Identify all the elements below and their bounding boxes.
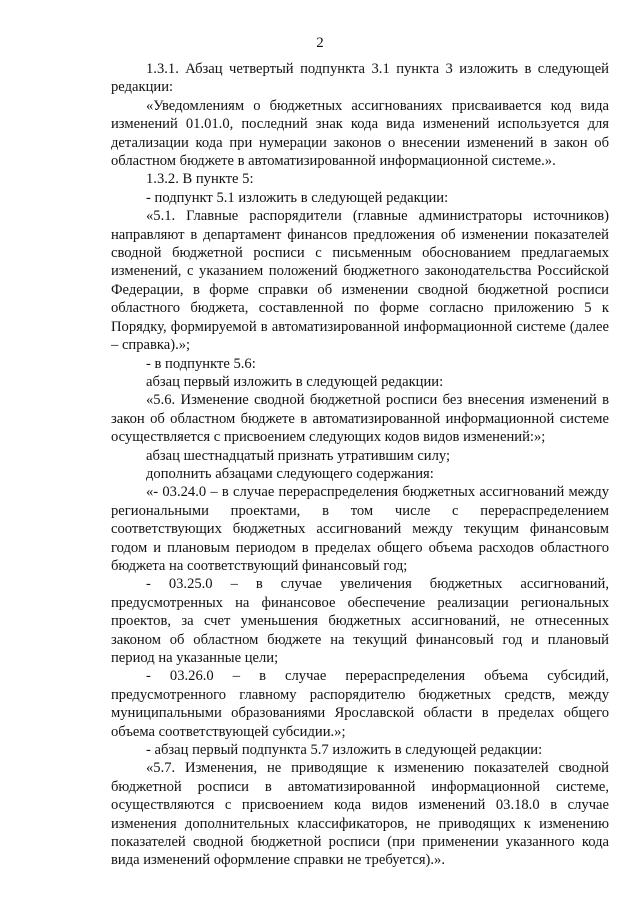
item-subpoint-5-6: - в подпункте 5.6: <box>146 355 256 372</box>
quote-5-1: «5.1. Главные распорядители (главные администраторы источников) направляют в департамент финансов предложения об изменении показателей сводной бюджетной росписи с письменным обоснованием предлагаемых изменений, с указанием положений бюджетного законодательства Российской Федерации, в форме справки об изменении сводной бюджетной росписи областного бюджета, составленной по форме согласно приложению 5 к Порядку, формируемой в автоматизированной информационной системе (далее – справка).»; <box>111 208 609 354</box>
document-body <box>111 60 609 870</box>
item-subpoint-5-7: - абзац первый подпункта 5.7 изложить в следующей редакции: <box>146 742 543 759</box>
paragraph-add-abzacs: дополнить абзацами следующего содержания: <box>146 465 434 482</box>
quote-5-6: «5.6. Изменение сводной бюджетной росписи без внесения изменений в закон об областном бюджете в автоматизированной информационной системе осуществляется с присвоением следующих кодов видов изменений:»; <box>111 392 609 446</box>
quote-notifications-code: «Уведомлениям о бюджетных ассигнованиях присваивается код вида изменений 01.01.0, последний знак кода вида изменений используется для детализации кода при нумерации законов о внесении изменений в закон об областном бюджете в автоматизированной информационной системе.». <box>111 97 609 170</box>
item-subpoint-5-1: - подпункт 5.1 изложить в следующей редакции: <box>146 189 449 206</box>
paragraph-1-3-1: 1.3.1. Абзац четвертый подпункта 3.1 пункта 3 изложить в следующей редакции: <box>111 61 609 96</box>
paragraph-1-3-2: 1.3.2. В пункте 5: <box>146 171 254 188</box>
paragraph-sixteenth-abzac: абзац шестнадцатый признать утратившим силу; <box>146 447 451 464</box>
code-03-24-0: «- 03.24.0 – в случае перераспределения бюджетных ассигнований между региональными проектами, в том числе с перераспределением соответствующих бюджетных ассигнований между текущим финансовым годом и плановым периодом в пределах общего объема расходов областного бюджета на соответствующий финансовый год; <box>111 484 609 574</box>
page-number: 2 <box>316 35 324 51</box>
code-03-26-0: - 03.26.0 – в случае перераспределения объема субсидий, предусмотренного главному распорядителю бюджетных средств, между муниципальными образованиями Ярославской области в пределах общего объема соответствующей субсидии.»; <box>111 668 609 740</box>
paragraph-first-abzac: абзац первый изложить в следующей редакции: <box>146 373 444 390</box>
code-03-25-0: - 03.25.0 – в случае увеличения бюджетных ассигнований, предусмотренных на финансовое обеспечение реализации региональных проектов, за счет уменьшения бюджетных ассигнований, не отнесенных законом об областном бюджете на текущий финансовый год и плановый период на указанные цели; <box>111 576 609 666</box>
quote-5-7: «5.7. Изменения, не приводящие к изменению показателей сводной бюджетной росписи в автоматизированной информационной системе, осуществляются с присвоением кода видов изменений 03.18.0 в случае изменения дополнительных классификаторов, не приводящих к изменению показателей сводной бюджетной росписи (при применении указанного кода вида изменений оформление справки не требуется).». <box>111 760 609 869</box>
